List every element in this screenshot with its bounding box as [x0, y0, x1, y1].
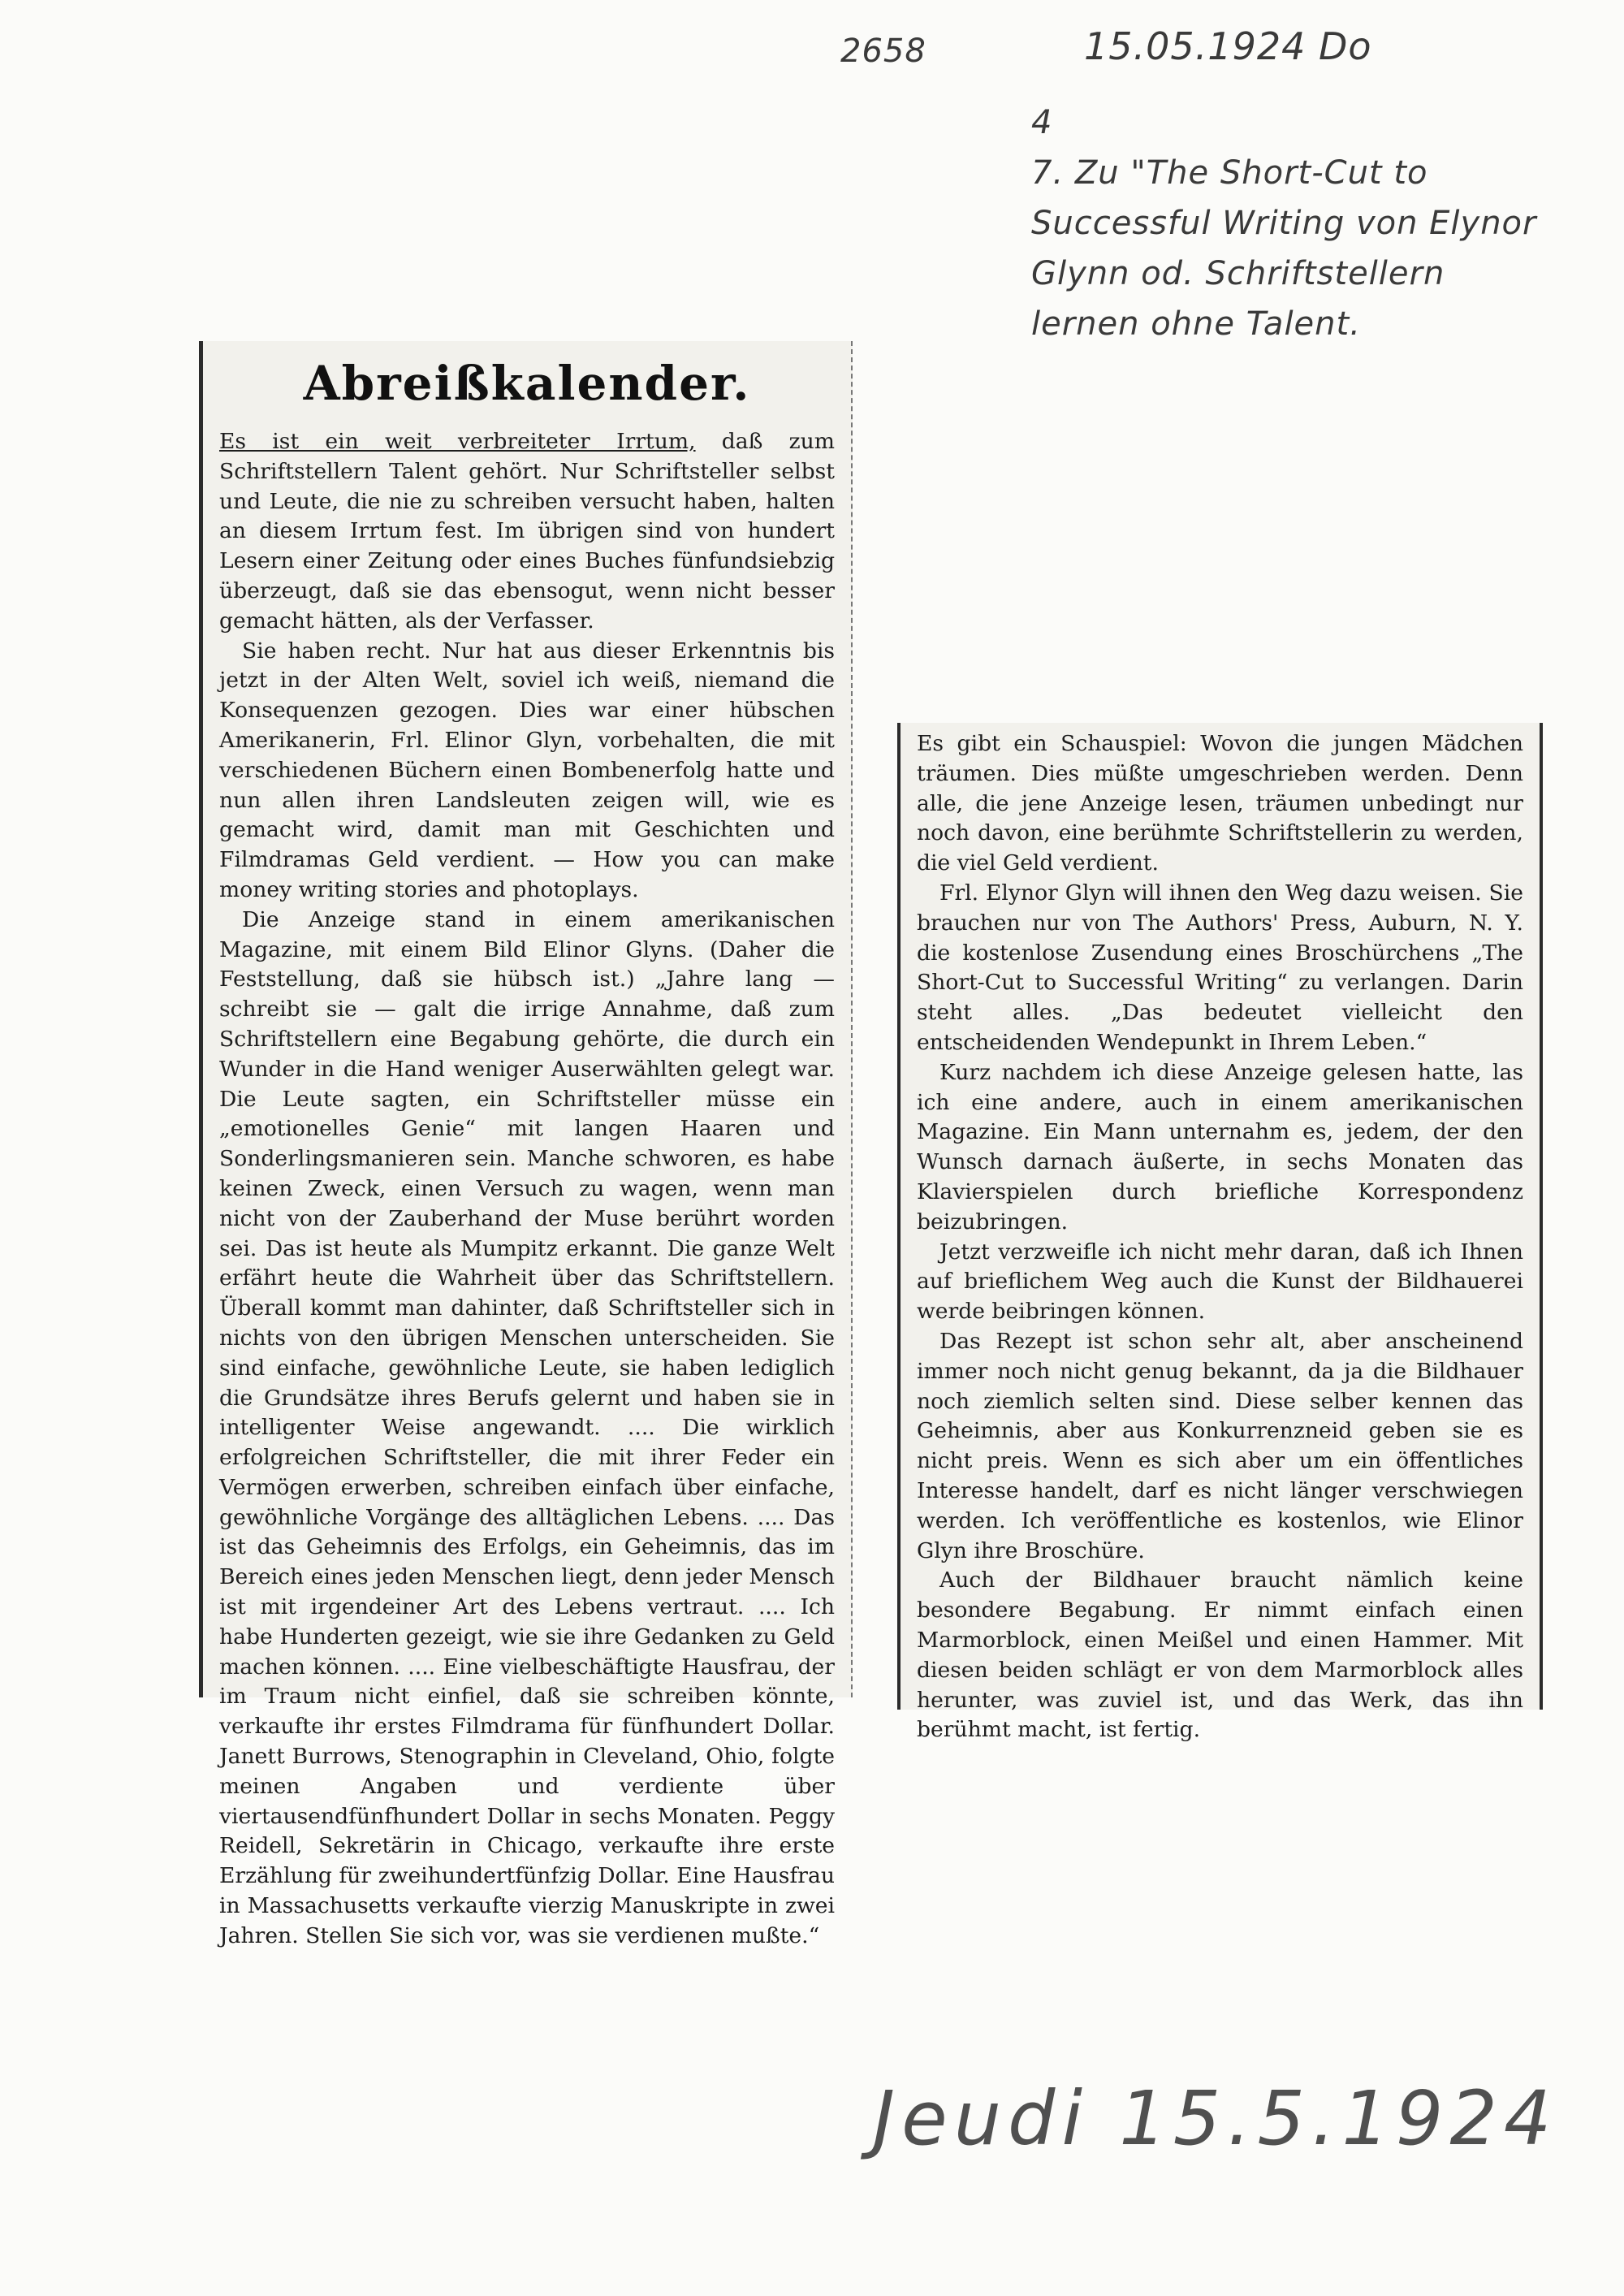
- article-paragraph: Auch der Bildhauer braucht nämlich keine besondere Begabung. Er nimmt einfach einen Marmorblock, einen Meißel und einen Hammer. Mit diesen beiden schlägt er von dem Marmorblock alles herunter, was zuviel ist, und das Werk, das ihn berühmt macht, ist fertig.: [917, 1567, 1523, 1743]
- handwritten-date: Jeudi 15.5.1924: [873, 2075, 1558, 2162]
- article-paragraph: Die Anzeige stand in einem amerikanischen Magazine, mit einem Bild Elinor Glyns. (Daher die Feststellung, daß sie hübsch ist.) „Jahre lang — schreibt sie — galt die irrige Annahme, daß zum Schriftstellern eine Begabung gehörte, die durch ein Wunder in die Hand weniger Auserwählten gelegt war. Die Leute sagten, ein Schriftsteller müsse ein „emotionelles Genie“ mit langen Haaren und Sonderlingsmanieren sein. Manche schworen, es habe keinen Zweck, einen Versuch zu wagen, wenn man nicht von der Zauberhand der Muse berührt worden sei. Das ist heute als Mumpitz erkannt. Die ganze Welt erfährt heute die Wahrheit über das Schriftstellern. Überall kommt man dahinter, daß Schriftsteller sich in nichts von den übrigen Menschen unterscheiden. Sie sind einfache, gewöhnliche Leute, sie haben lediglich die Grundsätze ihres Berufs gelernt und haben sie in intelligenter Weise angewandt. .... Die wirklich erfolgreichen Schriftsteller, die mit ihrer Feder ein Vermögen erwerben, schreiben einfach über einfache, gewöhnliche Vorgänge des alltäglichen Lebens. .... Das ist das Geheimnis des Erfolgs, ein Geheimnis, das im Bereich eines jeden Menschen liegt, denn jeder Mensch ist mit irgendeiner Art des Lebens vertraut. .... Ich habe Hunderten gezeigt, wie sie ihre Gedanken zu Geld machen können. .... Eine vielbeschäftigte Hausfrau, der im Traum nicht einfiel, daß sie schreiben könnte, verkaufte ihr erstes Filmdrama für fünfhundert Dollar. Janett Burrows, Stenographin in Cleveland, Ohio, folgte meinen Angaben und verdiente über viertausendfünfhundert Dollar in sechs Monaten. Peggy Reidell, Sekretärin in Chicago, verkaufte ihre erste Erzählung für zweihundertfünfzig Dollar. Eine Hausfrau in Massachusetts verkaufte vierzig Manuskripte in zwei Jahren. Stellen Sie sich vor, was sie verdienen mußte.“: [219, 906, 835, 1948]
- handwritten-note: [1031, 97, 1583, 349]
- note-line: lernen ohne Talent.: [1031, 305, 1361, 343]
- article-paragraph: Jetzt verzweifle ich nicht mehr daran, daß ich Ihnen auf brieflichem Weg auch die Kunst der Bildhauerei werde beibringen können.: [917, 1239, 1523, 1325]
- article-paragraph-text: daß zum Schriftstellern Talent gehört. Nur Schriftsteller selbst und Leute, die nie zu schreiben versucht haben, halten an diesem Irrtum fest. Im übrigen sind von hundert Lesern einer Zeitung oder eines Buches fünfundsiebzig überzeugt, daß sie das ebensogut, wenn nicht besser gemacht hätten, als der Verfasser.: [219, 429, 836, 633]
- article-lead: Es ist ein weit verbreiteter Irrtum,: [219, 429, 696, 454]
- article-paragraph: Frl. Elynor Glyn will ihnen den Weg dazu weisen. Sie brauchen nur von The Authors' Press, Auburn, N. Y. die kostenlose Zusendung eines Broschürchens „The Short-Cut to Successful Writing“ zu verlangen. Darin steht alles. „Das bedeutet vielleicht den entscheidenden Wendepunkt in Ihrem Leben.“: [917, 880, 1523, 1055]
- note-line: Glynn od. Schriftstellern: [1031, 255, 1445, 292]
- article-paragraph: Das Rezept ist schon sehr alt, aber anscheinend immer noch nicht genug bekannt, da ja die Bildhauer noch ziemlich selten sind. Diese selber kennen das Geheimnis, aber aus Konkurrenzneid geben sie es nicht preis. Wenn es sich aber um ein öffentliches Interesse handelt, darf es nicht länger verschwiegen werden. Ich veröffentliche es kostenlos, wie Elinor Glyn ihre Broschüre.: [917, 1328, 1523, 1563]
- note-line: 4: [1031, 104, 1053, 141]
- article-paragraph: Es gibt ein Schauspiel: Wovon die jungen Mädchen träumen. Dies müßte umgeschrieben werden. Denn alle, die jene Anzeige lesen, träumen unbedingt nur noch davon, eine berühmte Schriftstellerin zu werden, die viel Geld verdient.: [917, 731, 1523, 876]
- article-paragraph: Kurz nachdem ich diese Anzeige gelesen hatte, las ich eine andere, auch in einem amerikanischen Magazine. Ein Mann unternahm es, jedem, der den Wunsch darnach äußerte, in sechs Monaten das Klavierspielen durch briefliche Korrespondenz beizubringen.: [917, 1059, 1523, 1234]
- article-title: Abreißkalender.: [303, 356, 751, 411]
- article-paragraph: Sie haben recht. Nur hat aus dieser Erkenntnis bis jetzt in der Alten Welt, soviel ich weiß, niemand die Konsequenzen gezogen. Dies war einer hübschen Amerikanerin, Frl. Elinor Glyn, vorbehalten, die mit verschiedenen Büchern einen Bombenerfolg hatte und nun allen ihren Landsleuten zeigen will, wie es gemacht wird, damit man mit Geschichten und Filmdramas Geld verdient. — How you can make money writing stories and photoplays.: [219, 638, 835, 902]
- newspaper-clipping-right: [897, 723, 1543, 1743]
- archive-date: 15.05.1924 Do: [1084, 24, 1372, 68]
- note-line: Successful Writing von Elynor: [1031, 205, 1537, 242]
- article-paragraph: [219, 427, 835, 637]
- newspaper-clipping-left: [199, 341, 853, 1948]
- archive-number: 2658: [840, 32, 926, 70]
- note-line: 7. Zu "The Short-Cut to: [1031, 154, 1428, 192]
